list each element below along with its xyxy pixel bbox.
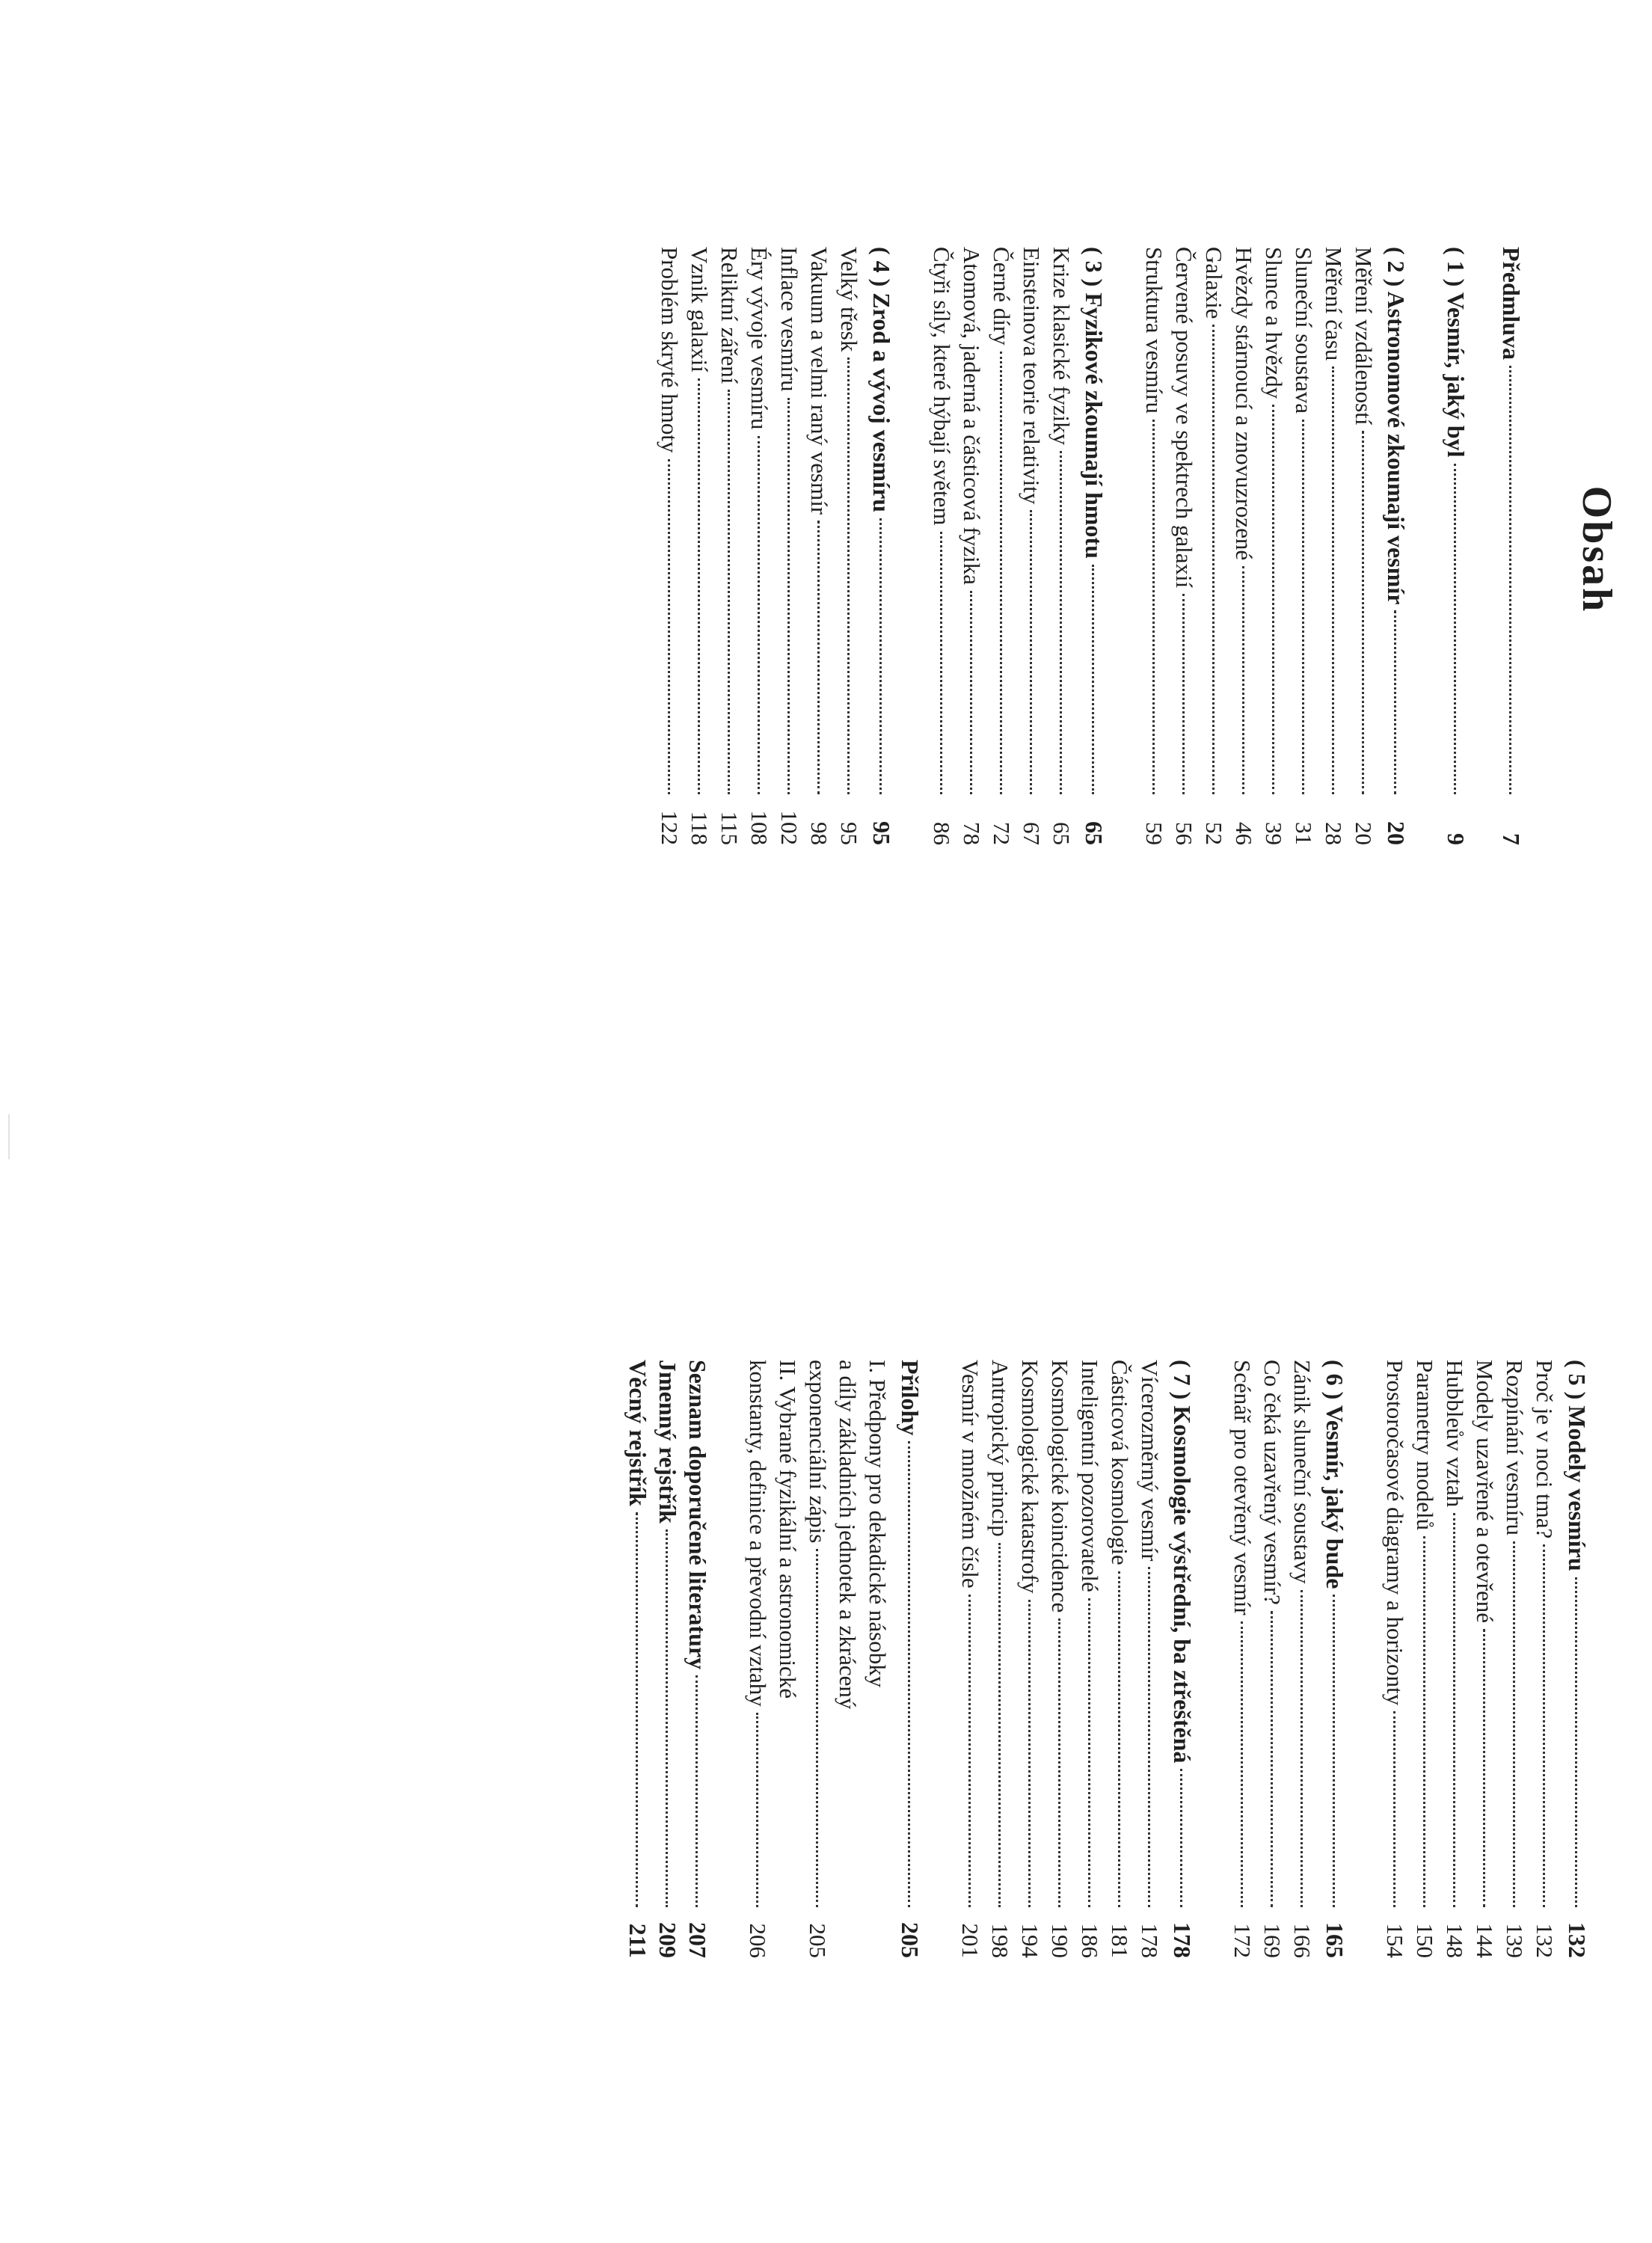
dot-leader (940, 532, 942, 795)
dot-leader (1212, 325, 1215, 794)
toc-entry-page: 205 (805, 1923, 831, 1958)
toc-entry-page: 122 (657, 810, 683, 845)
toc-entry (1441, 247, 1471, 845)
dot-leader (1302, 420, 1304, 794)
toc-entry (834, 247, 864, 845)
toc-entry (985, 1360, 1015, 1958)
toc-entry-page: 118 (687, 811, 713, 845)
toc-entry-title: ( 1 ) Vesmír, jaký byl (1443, 247, 1470, 458)
toc-entry (1075, 1360, 1105, 1958)
toc-entry-title: Slunce a hvězdy (1261, 247, 1287, 399)
toc-entry (1257, 1360, 1287, 1958)
dot-leader (1152, 420, 1155, 794)
dot-leader (1394, 610, 1396, 794)
dot-leader (1241, 1621, 1243, 1907)
dot-leader (758, 436, 760, 794)
toc-entry-title: Atomová, jaderná a částicová fyzika (959, 247, 985, 585)
toc-entry-title: Vakuum a velmi raný vesmír (806, 247, 832, 515)
toc-entry-page: 154 (1382, 1923, 1408, 1958)
toc-entry (1227, 1360, 1257, 1958)
toc-entry-page: 207 (684, 1922, 711, 1958)
toc-entry-title: Seznam doporučené literatury (684, 1360, 711, 1670)
toc-entry (1499, 1360, 1529, 1958)
toc-entry (1320, 1360, 1350, 1958)
toc-entry-title: Hvězdy stárnoucí a znovuzrozené (1231, 247, 1257, 561)
toc-entry-page: 28 (1321, 822, 1347, 845)
dot-leader (1272, 405, 1274, 794)
toc-entry-page: 59 (1141, 822, 1167, 845)
toc-entry-title: Jmenný rejstřík (654, 1360, 681, 1524)
toc-entry (1015, 1360, 1045, 1958)
toc-entry (1496, 247, 1526, 845)
toc-entry-page: 78 (959, 822, 985, 845)
toc-entry (802, 1360, 832, 1958)
dot-leader (1000, 352, 1002, 794)
dot-leader (1513, 1541, 1515, 1907)
toc-entry-title: Vesmír v množném čísle (957, 1360, 983, 1589)
toc-entry-title: Rozpínání vesmíru (1502, 1360, 1528, 1536)
dot-leader (666, 1529, 668, 1907)
toc-entry-page: 201 (957, 1923, 983, 1958)
toc-entry (683, 1360, 713, 1958)
toc-entry-page: 186 (1077, 1923, 1103, 1958)
toc-entry-page: 52 (1201, 822, 1227, 845)
toc-entry (774, 247, 804, 845)
toc-entry (1199, 247, 1229, 845)
toc-entry-title: ( 6 ) Vesmír, jaký bude (1321, 1360, 1348, 1589)
toc-entry-page: 132 (1532, 1923, 1558, 1958)
toc-entry-title: Věcný rejstřík (624, 1360, 651, 1506)
toc-entry (804, 247, 834, 845)
toc-entry-page: 169 (1259, 1923, 1286, 1958)
toc-entry (1045, 1360, 1075, 1958)
toc-entry-title: Předmluva (1498, 247, 1525, 360)
dot-leader (968, 1595, 971, 1907)
toc-entry-title: Měření vzdáleností (1351, 247, 1377, 426)
toc-entry-page: 67 (1019, 822, 1045, 845)
dot-leader (816, 1549, 818, 1907)
dot-leader (787, 398, 790, 794)
toc-entry (986, 247, 1016, 845)
toc-entry (1318, 247, 1348, 845)
toc-entry-page: 211 (624, 1923, 651, 1958)
dot-leader (668, 459, 670, 794)
toc-entry (773, 1360, 802, 1958)
toc-entry-title: Éry vývoje vesmíru (746, 247, 773, 430)
dot-leader (1180, 1769, 1182, 1907)
toc-entry-title: a díly základních jednotek a zkrácený (835, 1360, 861, 1710)
toc-entry (895, 1360, 925, 1958)
toc-entry-title: Červené posuvy ve spektrech galaxií (1171, 247, 1197, 589)
toc-entry (1562, 1360, 1592, 1958)
toc-entry-page: 132 (1564, 1922, 1591, 1958)
dot-leader (1509, 366, 1511, 794)
toc-entry (1139, 247, 1169, 845)
toc-entry-title: Sluneční soustava (1291, 247, 1317, 414)
toc-entry-page: 65 (1048, 822, 1075, 845)
toc-entry (862, 1360, 892, 1958)
toc-entry-page: 190 (1047, 1923, 1073, 1958)
toc-entry-page: 46 (1231, 822, 1257, 845)
toc-entry-page: 108 (746, 810, 773, 845)
toc-entry-title: Einsteinova teorie relativity (1019, 247, 1045, 505)
toc-entry-title: Kosmologické koincidence (1047, 1360, 1073, 1613)
toc-entry (1259, 247, 1289, 845)
dot-leader (1271, 1611, 1273, 1907)
dot-leader (698, 378, 700, 794)
toc-entry-title: Co čeká uzavřený vesmír? (1259, 1360, 1286, 1605)
dot-leader (1301, 1590, 1303, 1907)
dot-leader (728, 390, 730, 794)
toc-entry (1410, 1360, 1440, 1958)
toc-entry-page: 9 (1443, 833, 1470, 845)
toc-entry-title: ( 2 ) Astronomové zkoumají vesmír (1383, 247, 1410, 605)
toc-entry-title: ( 7 ) Kosmologie výstřední, ba ztřeštěná (1169, 1360, 1196, 1764)
toc-entry-page: 139 (1502, 1923, 1528, 1958)
toc-entry-title: Měření času (1321, 247, 1347, 361)
toc-entry (955, 1360, 985, 1958)
toc-entry (744, 247, 774, 845)
toc-entry (714, 247, 744, 845)
toc-entry-title: konstanty, definice a převodní vztahy (745, 1360, 771, 1707)
toc-entry-page: 95 (836, 822, 862, 845)
toc-entry (1134, 1360, 1164, 1958)
toc-entry-title: ( 5 ) Modely vesmíru (1564, 1360, 1591, 1571)
toc-entry (1289, 247, 1318, 845)
toc-entry-title: ( 3 ) Fyzikové zkoumají hmotu (1081, 247, 1108, 559)
toc-entry-page: 39 (1261, 822, 1287, 845)
toc-entry-page: 72 (989, 822, 1015, 845)
toc-entry-page: 172 (1229, 1923, 1256, 1958)
page-title: Obsah (1573, 485, 1620, 614)
dot-leader (1058, 1618, 1060, 1907)
dot-leader (1393, 1711, 1395, 1907)
dot-leader (908, 1441, 910, 1907)
toc-entry (1529, 1360, 1559, 1958)
scan-mark (8, 1114, 10, 1159)
toc-entry (653, 1360, 683, 1958)
toc-entry (1287, 1360, 1317, 1958)
toc-entry (1167, 1360, 1197, 1958)
dot-leader (1453, 1513, 1455, 1907)
dot-leader (1483, 1629, 1485, 1907)
dot-leader (998, 1543, 1001, 1907)
dot-leader (1088, 1598, 1090, 1907)
toc-entry (1105, 1360, 1134, 1958)
toc-entry-title: Prostoročasové diagramy a horizonty (1382, 1360, 1408, 1706)
toc-entry-page: 148 (1442, 1923, 1468, 1958)
toc-entry-page: 181 (1107, 1923, 1133, 1958)
toc-entry (1470, 1360, 1499, 1958)
toc-entry (1348, 247, 1378, 845)
toc-entry-page: 31 (1291, 822, 1317, 845)
dot-leader (1333, 1595, 1335, 1907)
toc-entry-title: Velký třesk (836, 247, 862, 352)
dot-leader (879, 518, 882, 794)
toc-entry-title: Reliktní záření (716, 247, 743, 384)
toc-entry-page: 150 (1412, 1923, 1438, 1958)
toc-entry (654, 247, 684, 845)
toc-entry-page: 56 (1171, 822, 1197, 845)
toc-entry-title: Scénář pro otevřený vesmír (1229, 1360, 1256, 1615)
dot-leader (1148, 1567, 1150, 1907)
toc-entry-title: exponenciální zápis (805, 1360, 831, 1544)
toc-entry-title: Přílohy (897, 1360, 924, 1436)
toc-entry-title: Struktura vesmíru (1141, 247, 1167, 414)
toc-entry (1440, 1360, 1470, 1958)
toc-entry-title: Vícerozměrný vesmír (1137, 1360, 1163, 1562)
toc-entry (1381, 247, 1411, 845)
toc-entry-title: Galaxie (1201, 247, 1227, 319)
toc-entry-title: Kosmologické katastrofy (1017, 1360, 1043, 1594)
toc-entry (927, 247, 956, 845)
toc-entry (1380, 1360, 1410, 1958)
toc-entry-title: ( 4 ) Zrod a vývoj vesmíru (868, 247, 895, 512)
toc-entry-title: Částicová kosmologie (1107, 1360, 1133, 1565)
toc-entry (743, 1360, 773, 1958)
dot-leader (636, 1512, 638, 1907)
dot-leader (1030, 510, 1032, 794)
toc-entry-title: Zánik sluneční soustavy (1289, 1360, 1315, 1584)
toc-entry-title: II. Vybrané fyzikální a astronomické (775, 1360, 801, 1699)
toc-entry-title: Proč je v noci tma? (1532, 1360, 1558, 1539)
toc-entry-page: 20 (1383, 821, 1410, 845)
toc-entry-page: 65 (1081, 821, 1108, 845)
dot-leader (817, 521, 820, 794)
toc-entry-title: Inflace vesmíru (776, 247, 802, 392)
toc-entry-page: 194 (1017, 1923, 1043, 1958)
dot-leader (696, 1675, 698, 1907)
toc-entry-page: 20 (1351, 822, 1377, 845)
toc-entry (1016, 247, 1046, 845)
dot-leader (1332, 366, 1334, 794)
toc-entry (1046, 247, 1076, 845)
toc-entry-title: Krize klasické fyziky (1048, 247, 1075, 446)
toc-entry (956, 247, 986, 845)
toc-entry-page: 7 (1498, 833, 1525, 845)
toc-entry-page: 144 (1472, 1923, 1498, 1958)
toc-entry-page: 209 (654, 1922, 681, 1958)
dot-leader (1423, 1536, 1425, 1907)
toc-entry-title: Čtyři síly, které hýbají světem (929, 247, 955, 526)
toc-entry (832, 1360, 862, 1958)
dot-leader (1543, 1544, 1545, 1907)
toc-entry-title: Problém skryté hmoty (657, 247, 683, 453)
toc-entry-page: 198 (987, 1923, 1013, 1958)
toc-entry (1169, 247, 1199, 845)
toc-entry-page: 102 (776, 810, 802, 845)
toc-entry (684, 247, 714, 845)
toc-entry-page: 86 (929, 822, 955, 845)
toc-entry-title: Inteligentní pozorovatelé (1077, 1360, 1103, 1592)
dot-leader (1092, 565, 1094, 794)
dot-leader (1182, 594, 1185, 794)
dot-leader (1060, 451, 1062, 794)
toc-entry-page: 166 (1289, 1923, 1315, 1958)
dot-leader (756, 1713, 758, 1907)
toc-entry-title: Černé díry (989, 247, 1015, 346)
toc-entry (1079, 247, 1109, 845)
toc-entry-title: Modely uzavřené a otevřené (1472, 1360, 1498, 1624)
toc-entry-title: Hubbleův vztah (1442, 1360, 1468, 1508)
dot-leader (970, 591, 972, 794)
toc-entry-page: 165 (1321, 1922, 1348, 1958)
dot-leader (1362, 431, 1364, 794)
toc-entry-title: Parametry modelů (1412, 1360, 1438, 1531)
toc-entry-page: 178 (1169, 1922, 1196, 1958)
toc-entry (867, 247, 897, 845)
toc-entry-title: Vznik galaxií (687, 247, 713, 372)
toc-entry-page: 206 (745, 1923, 771, 1958)
toc-entry (1229, 247, 1259, 845)
dot-leader (1575, 1577, 1577, 1907)
dot-leader (1242, 566, 1244, 794)
dot-leader (1028, 1600, 1031, 1907)
toc-entry-page: 205 (897, 1922, 924, 1958)
toc-entry-page: 115 (716, 811, 743, 845)
toc-entry-title: Antropický princip (987, 1360, 1013, 1537)
toc-entry (623, 1360, 653, 1958)
toc-entry-page: 98 (806, 822, 832, 845)
dot-leader (1118, 1571, 1120, 1907)
toc-entry-page: 95 (868, 821, 895, 845)
dot-leader (1454, 464, 1456, 794)
dot-leader (847, 358, 850, 794)
toc-entry-page: 178 (1137, 1923, 1163, 1958)
toc-entry-title: I. Předpony pro dekadické násobky (865, 1360, 891, 1688)
